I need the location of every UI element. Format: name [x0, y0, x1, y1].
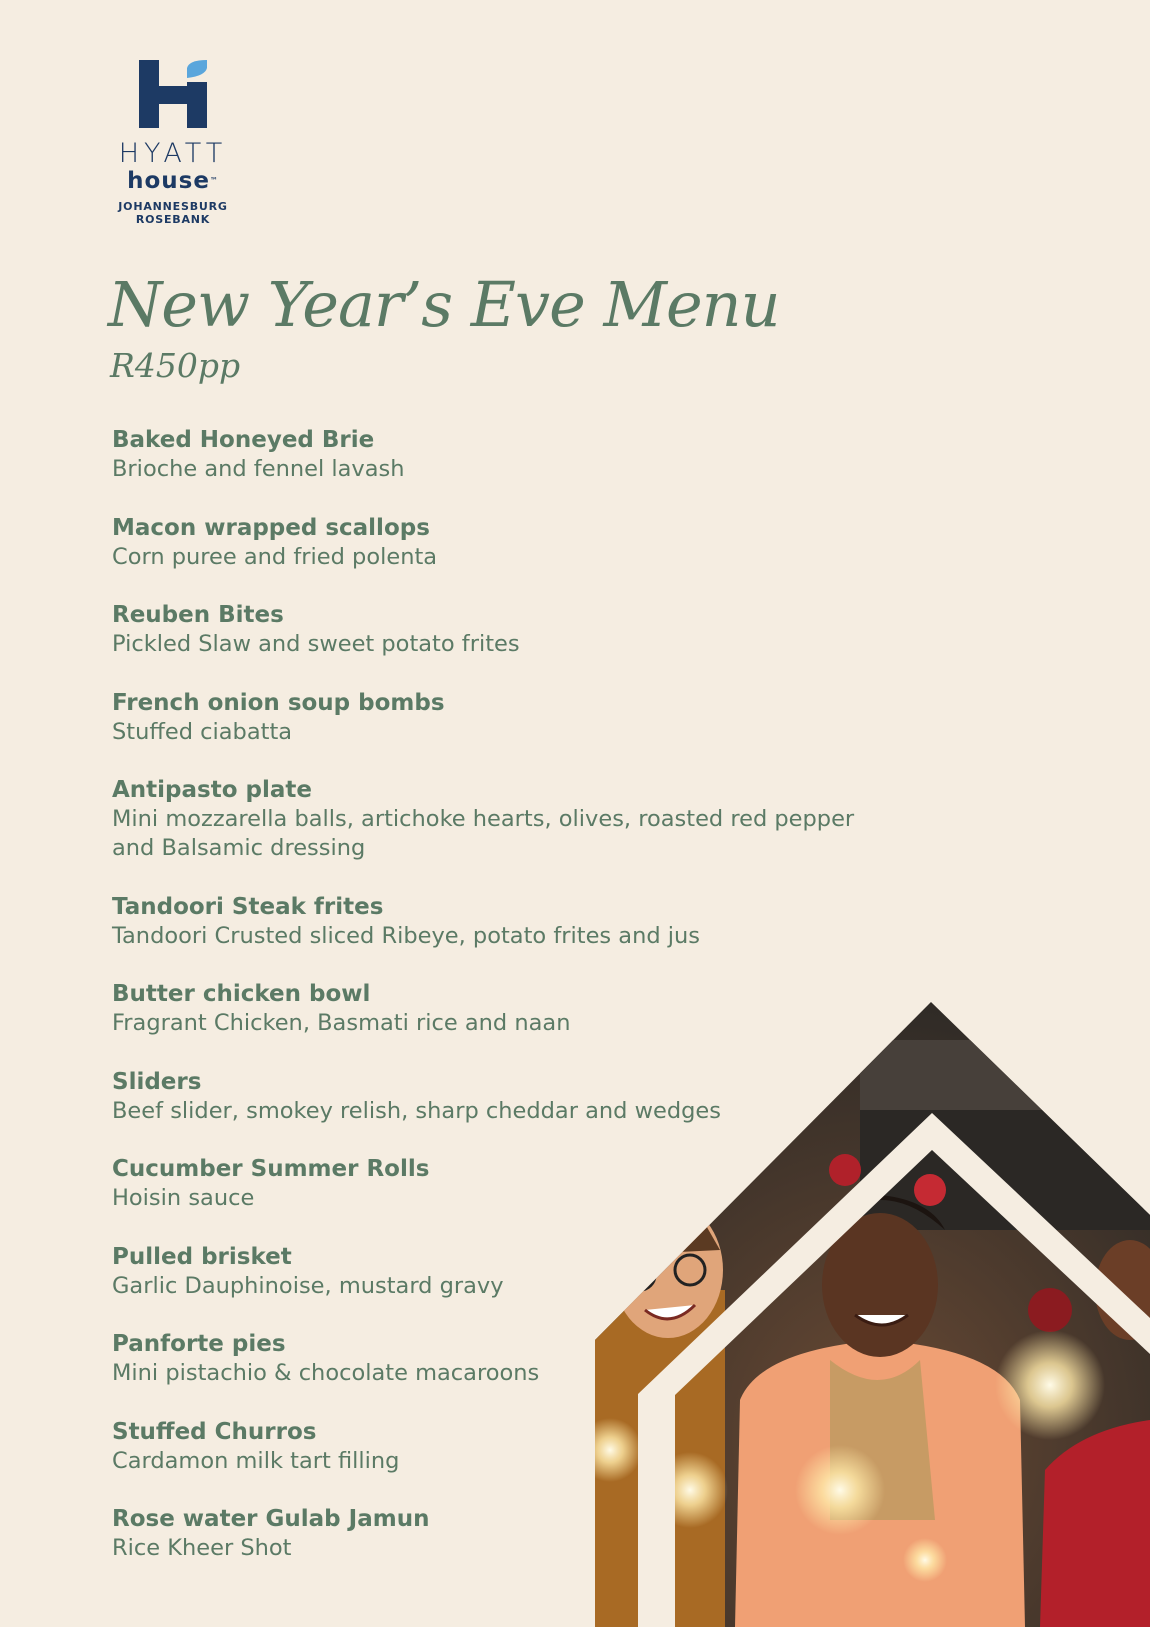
- dish-name: Cucumber Summer Rolls: [112, 1156, 430, 1182]
- dish-description: Tandoori Crusted sliced Ribeye, potato frites and jus: [112, 922, 700, 949]
- dish-name: Reuben Bites: [112, 602, 284, 628]
- dish-name: Stuffed Churros: [112, 1418, 317, 1445]
- dish-description: Mini mozzarella balls, artichoke hearts, olives, roasted red pepper and Balsamic dressing: [112, 806, 855, 861]
- dish-name: Rose water Gulab Jamun: [112, 1506, 430, 1532]
- dish-name: Baked Honeyed Brie: [112, 427, 375, 453]
- dish-description: Corn puree and fried polenta: [112, 543, 438, 570]
- dish-name: French onion soup bombs: [112, 689, 445, 716]
- logo-sub: house: [127, 168, 210, 194]
- logo-brand: HYATT: [118, 138, 228, 169]
- dish-description: Brioche and fennel lavash: [112, 456, 405, 482]
- dish-description: Fragrant Chicken, Basmati rice and naan: [112, 1010, 571, 1036]
- dish-description: Pickled Slaw and sweet potato frites: [112, 631, 520, 657]
- logo-trademark: ™: [209, 176, 219, 185]
- dish-name: Panforte pies: [112, 1331, 286, 1357]
- dish-name: Pulled brisket: [112, 1243, 292, 1270]
- dish-name: Macon wrapped scallops: [112, 514, 430, 541]
- dish-description: Hoisin sauce: [112, 1185, 255, 1211]
- dish-description: Cardamon milk tart filling: [112, 1447, 400, 1474]
- logo-location-1: JOHANNESBURG: [118, 200, 228, 213]
- logo-location-2: ROSEBANK: [135, 213, 211, 226]
- dish-description: Mini pistachio & chocolate macaroons: [112, 1360, 540, 1386]
- dish-name: Butter chicken bowl: [112, 981, 371, 1007]
- dish-name: Tandoori Steak frites: [112, 893, 384, 920]
- dish-name: Antipasto plate: [112, 777, 312, 803]
- dish-name: Sliders: [112, 1068, 202, 1095]
- dish-description: Stuffed ciabatta: [112, 718, 293, 745]
- dish-description: Garlic Dauphinoise, mustard gravy: [112, 1272, 504, 1299]
- dish-description: Beef slider, smokey relish, sharp cheddar and wedges: [112, 1097, 721, 1124]
- price-per-person: R450pp: [110, 346, 241, 385]
- dish-description: Rice Kheer Shot: [112, 1535, 292, 1561]
- page-title: New Year’s Eve Menu: [108, 268, 780, 341]
